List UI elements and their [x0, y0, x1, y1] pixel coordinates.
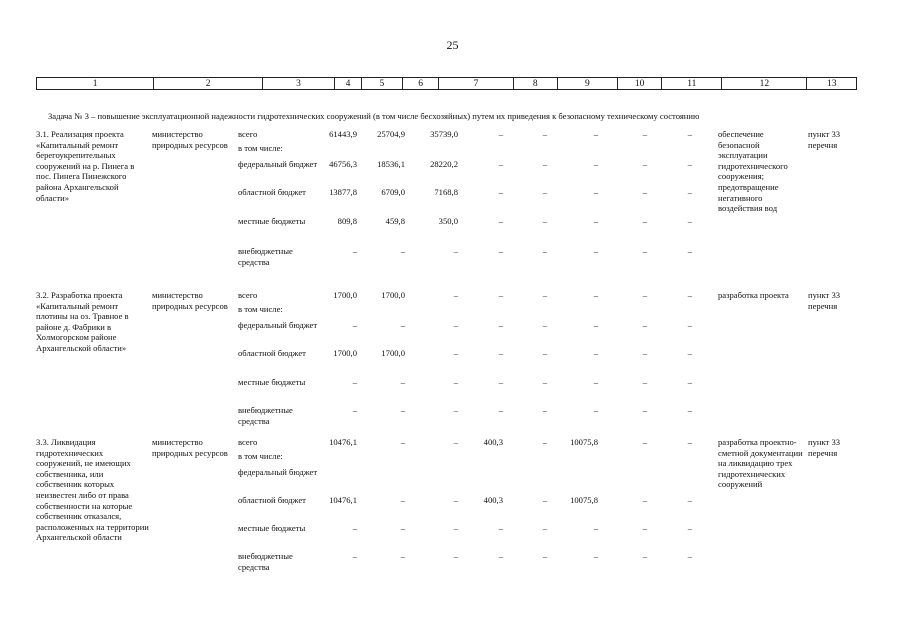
funding-value: – [687, 320, 692, 330]
funding-source-label: всего [238, 437, 258, 447]
funding-value: 400,3 [483, 437, 503, 447]
funding-value: 1700,0 [333, 290, 357, 300]
funding-value: – [642, 159, 647, 169]
funding-value: – [352, 246, 357, 256]
funding-value: – [687, 495, 692, 505]
funding-value: – [642, 523, 647, 533]
funding-value: – [542, 495, 547, 505]
funding-value: 350,0 [438, 216, 458, 226]
funding-value: 35739,0 [430, 129, 458, 139]
funding-value: – [453, 437, 458, 447]
funding-value: – [498, 523, 503, 533]
column-number-2: 2 [154, 78, 263, 90]
funding-value: – [400, 320, 405, 330]
funding-value: – [542, 320, 547, 330]
column-number-9: 9 [557, 78, 617, 90]
funding-value: 400,3 [483, 495, 503, 505]
funding-value: – [542, 246, 547, 256]
column-number-4: 4 [335, 78, 362, 90]
funding-value: – [642, 320, 647, 330]
funding-value: – [593, 377, 598, 387]
column-number-13: 13 [807, 78, 857, 90]
funding-source-label: областной бюджет [238, 348, 306, 358]
funding-source-label: внебюджетные средства [238, 405, 293, 426]
funding-value: – [593, 405, 598, 415]
task-title: Задача № 3 – повышение эксплуатационной надежности гидротехнических сооружений (в том числе бесхозяйных) путем их приведения к безопасному техническому состоянию [48, 111, 700, 121]
funding-value: – [687, 216, 692, 226]
reference-clause: пункт 33 перечня [808, 290, 841, 311]
funding-value: – [642, 187, 647, 197]
funding-source-label: областной бюджет [238, 187, 306, 197]
funding-value: – [642, 290, 647, 300]
funding-value: – [687, 290, 692, 300]
funding-value: – [498, 216, 503, 226]
funding-value: – [498, 159, 503, 169]
funding-source-label: внебюджетные средства [238, 246, 293, 267]
funding-value: – [498, 377, 503, 387]
funding-value: – [400, 437, 405, 447]
funding-value: – [542, 405, 547, 415]
funding-value: – [498, 405, 503, 415]
funding-value: 6709,0 [381, 187, 405, 197]
funding-value: – [642, 216, 647, 226]
funding-value: – [453, 495, 458, 505]
funding-value: – [498, 348, 503, 358]
responsible-executor: министерство природных ресурсов [152, 437, 228, 458]
project-name: 3.3. Ликвидация гидротехнических сооружений, не имеющих собственника, или собственник которых неизвестен либо от права собственности на которые собственник отказался, расположенных на территории Архангельской области [36, 437, 149, 543]
funding-value: – [642, 495, 647, 505]
funding-value: 61443,9 [329, 129, 357, 139]
column-number-12: 12 [722, 78, 807, 90]
funding-value: – [400, 246, 405, 256]
funding-value: – [453, 246, 458, 256]
expected-result: обеспечение безопасной эксплуатации гидротехнического сооружения; предотвращение негативного воздействия вод [718, 129, 788, 214]
funding-value: – [642, 129, 647, 139]
funding-value: – [542, 187, 547, 197]
funding-value: – [498, 551, 503, 561]
funding-value: – [687, 187, 692, 197]
funding-value: – [687, 551, 692, 561]
funding-value: – [498, 246, 503, 256]
funding-value: 7168,8 [434, 187, 458, 197]
responsible-executor: министерство природных ресурсов [152, 290, 228, 311]
funding-value: – [400, 405, 405, 415]
funding-value: – [400, 377, 405, 387]
funding-value: – [453, 523, 458, 533]
funding-value: – [687, 437, 692, 447]
funding-value: – [593, 216, 598, 226]
funding-value: – [687, 159, 692, 169]
funding-value: – [542, 348, 547, 358]
funding-value: – [498, 129, 503, 139]
column-number-11: 11 [662, 78, 722, 90]
funding-value: 13877,8 [329, 187, 357, 197]
column-number-1: 1 [37, 78, 154, 90]
funding-value: – [642, 405, 647, 415]
funding-value: – [642, 377, 647, 387]
funding-source-label: федеральный бюджет [238, 159, 318, 169]
funding-value: – [352, 320, 357, 330]
column-number-10: 10 [618, 78, 662, 90]
column-number-3: 3 [262, 78, 334, 90]
funding-value: 46756,3 [329, 159, 357, 169]
funding-value: 10075,8 [570, 495, 598, 505]
funding-source-label: в том числе: [238, 143, 283, 153]
funding-value: – [593, 246, 598, 256]
funding-value: 459,8 [385, 216, 405, 226]
funding-value: – [687, 348, 692, 358]
funding-value: – [593, 187, 598, 197]
funding-source-label: в том числе: [238, 451, 283, 461]
funding-value: 25704,9 [377, 129, 405, 139]
funding-value: – [687, 129, 692, 139]
column-number-5: 5 [361, 78, 402, 90]
funding-value: – [498, 290, 503, 300]
funding-value: 18536,1 [377, 159, 405, 169]
funding-value: – [400, 495, 405, 505]
funding-value: – [687, 523, 692, 533]
funding-value: – [542, 159, 547, 169]
expected-result: разработка проектно-сметной документации на ликвидацию трех гидротехнических сооружений [718, 437, 803, 490]
reference-clause: пункт 33 перечня [808, 437, 841, 458]
funding-value: – [352, 523, 357, 533]
funding-value: – [352, 551, 357, 561]
funding-source-label: всего [238, 290, 258, 300]
funding-value: – [453, 405, 458, 415]
funding-value: – [593, 320, 598, 330]
funding-value: – [498, 320, 503, 330]
funding-value: – [542, 377, 547, 387]
funding-value: – [593, 290, 598, 300]
funding-value: – [453, 348, 458, 358]
funding-value: – [642, 246, 647, 256]
funding-value: 1700,0 [333, 348, 357, 358]
funding-value: 809,8 [337, 216, 357, 226]
funding-value: – [400, 551, 405, 561]
funding-source-label: областной бюджет [238, 495, 306, 505]
funding-value: – [453, 290, 458, 300]
funding-value: – [400, 523, 405, 533]
funding-value: – [593, 129, 598, 139]
expected-result: разработка проекта [718, 290, 789, 300]
page-number: 25 [446, 38, 459, 52]
funding-value: – [542, 290, 547, 300]
reference-clause: пункт 33 перечня [808, 129, 841, 150]
funding-value: – [453, 377, 458, 387]
responsible-executor: министерство природных ресурсов [152, 129, 228, 150]
funding-source-label: всего [238, 129, 258, 139]
funding-value: 1700,0 [381, 290, 405, 300]
funding-value: – [687, 377, 692, 387]
funding-value: – [542, 216, 547, 226]
column-number-8: 8 [513, 78, 557, 90]
funding-value: – [542, 551, 547, 561]
funding-value: – [542, 129, 547, 139]
funding-value: – [593, 348, 598, 358]
funding-value: – [498, 187, 503, 197]
funding-value: – [352, 405, 357, 415]
funding-value: – [593, 523, 598, 533]
project-name: 3.2. Разработка проекта «Капитальный ремонт плотины на оз. Травное в районе д. Фабрики в Холмогорском районе Архангельской области» [36, 290, 129, 353]
funding-value: 1700,0 [381, 348, 405, 358]
funding-value: 10476,1 [329, 495, 357, 505]
funding-source-label: местные бюджеты [238, 377, 306, 387]
funding-value: – [453, 551, 458, 561]
funding-value: 28220,2 [430, 159, 458, 169]
column-number-7: 7 [439, 78, 513, 90]
funding-value: – [352, 377, 357, 387]
funding-value: – [593, 159, 598, 169]
funding-value: – [593, 551, 598, 561]
funding-value: – [687, 246, 692, 256]
funding-value: – [642, 348, 647, 358]
column-number-6: 6 [402, 78, 439, 90]
funding-source-label: в том числе: [238, 304, 283, 314]
funding-source-label: местные бюджеты [238, 216, 306, 226]
funding-value: – [542, 437, 547, 447]
funding-value: – [687, 405, 692, 415]
funding-value: – [453, 320, 458, 330]
funding-value: – [642, 551, 647, 561]
funding-value: – [542, 523, 547, 533]
funding-source-label: внебюджетные средства [238, 551, 293, 572]
column-number-header [36, 77, 857, 90]
funding-source-label: федеральный бюджет [238, 320, 318, 330]
funding-value: 10476,1 [329, 437, 357, 447]
funding-value: 10075,8 [570, 437, 598, 447]
funding-source-label: местные бюджеты [238, 523, 306, 533]
funding-value: – [642, 437, 647, 447]
project-name: 3.1. Реализация проекта «Капитальный ремонт берегоукрепительных сооружений на р. Пинега в пос. Пинега Пинежского района Архангельской области» [36, 129, 135, 203]
funding-source-label: федеральный бюджет [238, 467, 318, 477]
